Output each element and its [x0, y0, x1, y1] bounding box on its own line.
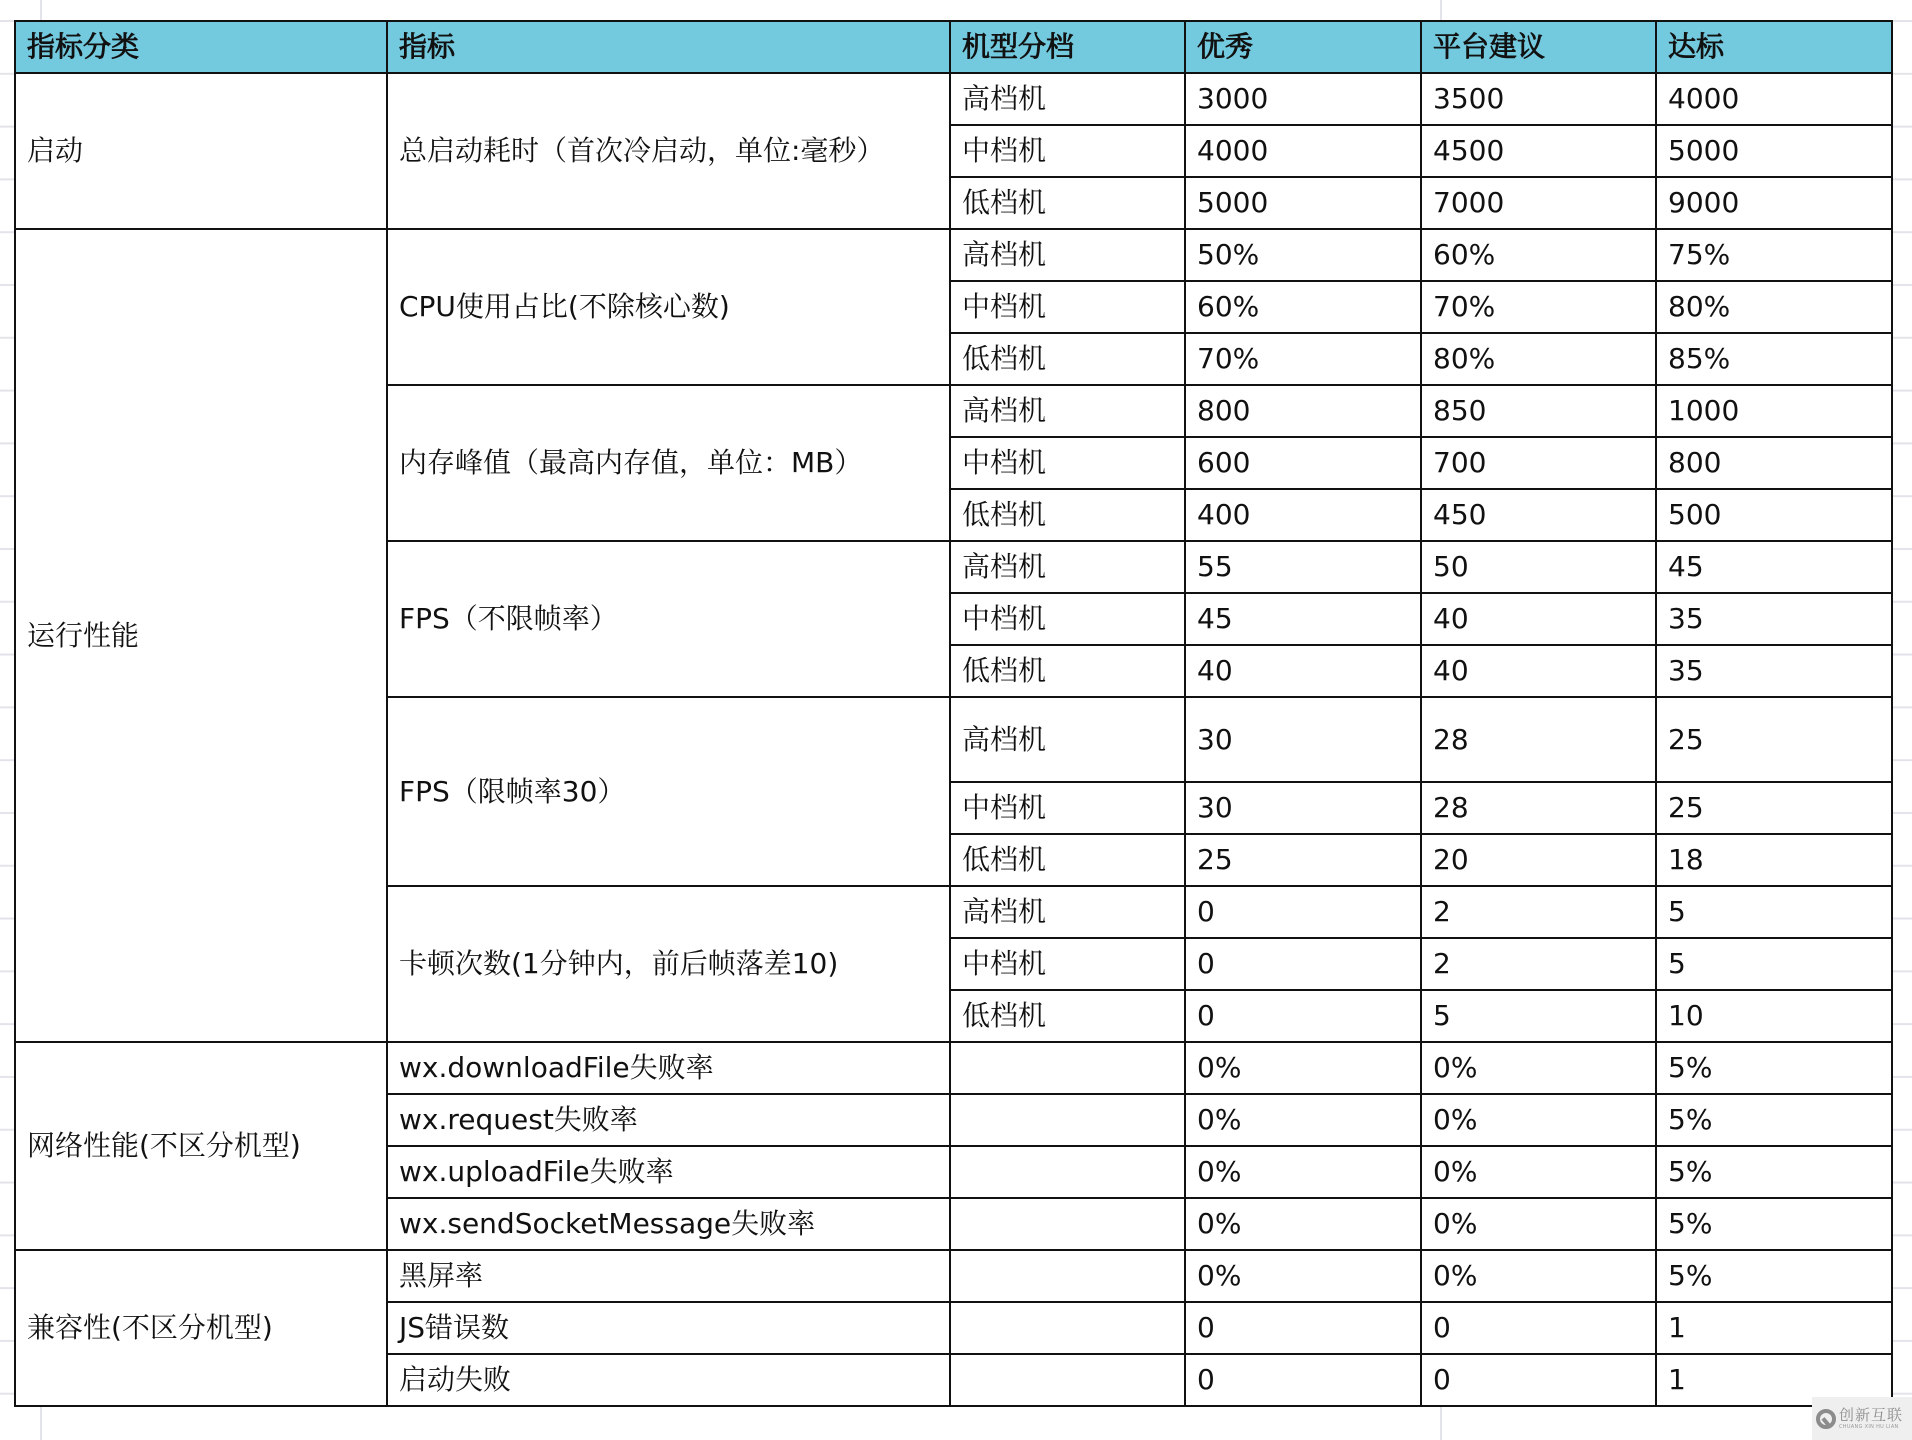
recommended-cell[interactable]: 80% [1421, 333, 1656, 385]
pass-cell[interactable]: 1 [1656, 1302, 1892, 1354]
watermark [1812, 1397, 1912, 1440]
brand-logo-icon [1816, 1409, 1836, 1429]
recommended-cell[interactable]: 28 [1421, 697, 1656, 782]
tier-cell[interactable]: 中档机 [950, 938, 1185, 990]
tier-cell[interactable]: 高档机 [950, 697, 1185, 782]
pass-cell[interactable]: 5% [1656, 1042, 1892, 1094]
pass-cell[interactable]: 9000 [1656, 177, 1892, 229]
metric-cell[interactable]: FPS（限帧率30） [387, 697, 950, 886]
recommended-cell[interactable]: 450 [1421, 489, 1656, 541]
pass-cell[interactable]: 4000 [1656, 73, 1892, 125]
tier-cell[interactable] [950, 1354, 1185, 1406]
pass-cell[interactable]: 35 [1656, 645, 1892, 697]
tier-cell[interactable]: 高档机 [950, 73, 1185, 125]
tier-cell[interactable]: 中档机 [950, 593, 1185, 645]
tier-cell[interactable] [950, 1042, 1185, 1094]
metric-cell[interactable]: wx.sendSocketMessage失败率 [387, 1198, 950, 1250]
excellent-cell[interactable]: 0% [1185, 1146, 1421, 1198]
metric-cell[interactable]: wx.downloadFile失败率 [387, 1042, 950, 1094]
metric-cell[interactable]: 内存峰值（最高内存值，单位：MB） [387, 385, 950, 541]
recommended-cell[interactable]: 0% [1421, 1042, 1656, 1094]
excellent-cell[interactable]: 30 [1185, 697, 1421, 782]
tier-cell[interactable] [950, 1302, 1185, 1354]
pass-cell[interactable]: 500 [1656, 489, 1892, 541]
recommended-cell[interactable]: 4500 [1421, 125, 1656, 177]
tier-cell[interactable]: 中档机 [950, 281, 1185, 333]
tier-cell[interactable]: 低档机 [950, 645, 1185, 697]
metric-cell[interactable]: wx.uploadFile失败率 [387, 1146, 950, 1198]
pass-cell[interactable]: 800 [1656, 437, 1892, 489]
pass-cell[interactable]: 5% [1656, 1198, 1892, 1250]
recommended-cell[interactable]: 0 [1421, 1302, 1656, 1354]
pass-cell[interactable]: 1000 [1656, 385, 1892, 437]
tier-cell[interactable]: 中档机 [950, 437, 1185, 489]
metric-cell[interactable]: 启动失败 [387, 1354, 950, 1406]
watermark-en: CHUANG XIN HU LIAN [1839, 1423, 1899, 1430]
pass-cell[interactable]: 85% [1656, 333, 1892, 385]
tier-cell[interactable]: 高档机 [950, 385, 1185, 437]
excellent-cell[interactable]: 40 [1185, 645, 1421, 697]
pass-cell[interactable]: 1 [1656, 1354, 1892, 1406]
recommended-cell[interactable]: 20 [1421, 834, 1656, 886]
recommended-cell[interactable]: 0 [1421, 1354, 1656, 1406]
watermark-cn: 创新互联 [1839, 1405, 1904, 1424]
table-row [15, 229, 1892, 281]
recommended-cell[interactable]: 700 [1421, 437, 1656, 489]
tier-cell[interactable] [950, 1198, 1185, 1250]
recommended-cell[interactable]: 0% [1421, 1094, 1656, 1146]
metric-cell[interactable]: FPS（不限帧率） [387, 541, 950, 697]
metric-cell[interactable]: JS错误数 [387, 1302, 950, 1354]
pass-cell[interactable]: 5% [1656, 1250, 1892, 1302]
pass-cell[interactable]: 75% [1656, 229, 1892, 281]
recommended-cell[interactable]: 40 [1421, 593, 1656, 645]
pass-cell[interactable]: 25 [1656, 782, 1892, 834]
tier-cell[interactable]: 高档机 [950, 541, 1185, 593]
excellent-cell[interactable]: 3000 [1185, 73, 1421, 125]
excellent-cell[interactable]: 800 [1185, 385, 1421, 437]
excellent-cell[interactable]: 55 [1185, 541, 1421, 593]
tier-cell[interactable]: 低档机 [950, 990, 1185, 1042]
excellent-cell[interactable]: 4000 [1185, 125, 1421, 177]
excellent-cell[interactable]: 600 [1185, 437, 1421, 489]
category-cell-startup[interactable]: 启动 [15, 73, 387, 229]
excellent-cell[interactable]: 60% [1185, 281, 1421, 333]
pass-cell[interactable]: 10 [1656, 990, 1892, 1042]
category-cell-network[interactable]: 网络性能(不区分机型) [15, 1042, 387, 1250]
recommended-cell[interactable]: 28 [1421, 782, 1656, 834]
pass-cell[interactable]: 5% [1656, 1094, 1892, 1146]
excellent-cell[interactable]: 25 [1185, 834, 1421, 886]
header-recommended[interactable]: 平台建议 [1421, 21, 1656, 73]
header-excellent[interactable]: 优秀 [1185, 21, 1421, 73]
tier-cell[interactable] [950, 1094, 1185, 1146]
excellent-cell[interactable]: 400 [1185, 489, 1421, 541]
pass-cell[interactable]: 35 [1656, 593, 1892, 645]
metric-cell[interactable]: CPU使用占比(不除核心数) [387, 229, 950, 385]
tier-cell[interactable]: 高档机 [950, 229, 1185, 281]
excellent-cell[interactable]: 0 [1185, 1354, 1421, 1406]
recommended-cell[interactable]: 3500 [1421, 73, 1656, 125]
excellent-cell[interactable]: 45 [1185, 593, 1421, 645]
tier-cell[interactable] [950, 1146, 1185, 1198]
pass-cell[interactable]: 25 [1656, 697, 1892, 782]
tier-cell[interactable]: 低档机 [950, 177, 1185, 229]
recommended-cell[interactable]: 2 [1421, 886, 1656, 938]
recommended-cell[interactable]: 0% [1421, 1198, 1656, 1250]
recommended-cell[interactable]: 5 [1421, 990, 1656, 1042]
pass-cell[interactable]: 5000 [1656, 125, 1892, 177]
tier-cell[interactable]: 中档机 [950, 782, 1185, 834]
pass-cell[interactable]: 80% [1656, 281, 1892, 333]
recommended-cell[interactable]: 40 [1421, 645, 1656, 697]
excellent-cell[interactable]: 50% [1185, 229, 1421, 281]
recommended-cell[interactable]: 70% [1421, 281, 1656, 333]
header-row [15, 21, 1892, 73]
category-cell-compat[interactable]: 兼容性(不区分机型) [15, 1250, 387, 1406]
excellent-cell[interactable]: 0% [1185, 1250, 1421, 1302]
tier-cell[interactable] [950, 1250, 1185, 1302]
table-row [15, 73, 1892, 125]
excellent-cell[interactable]: 5000 [1185, 177, 1421, 229]
excellent-cell[interactable]: 30 [1185, 782, 1421, 834]
pass-cell[interactable]: 18 [1656, 834, 1892, 886]
recommended-cell[interactable]: 60% [1421, 229, 1656, 281]
recommended-cell[interactable]: 2 [1421, 938, 1656, 990]
watermark-text [1839, 1405, 1904, 1430]
excellent-cell[interactable]: 70% [1185, 333, 1421, 385]
table-row [15, 1042, 1892, 1094]
performance-metrics-table [14, 20, 1893, 1407]
tier-cell[interactable]: 低档机 [950, 834, 1185, 886]
excellent-cell[interactable]: 0 [1185, 938, 1421, 990]
recommended-cell[interactable]: 850 [1421, 385, 1656, 437]
excellent-cell[interactable]: 0 [1185, 1302, 1421, 1354]
header-pass[interactable]: 达标 [1656, 21, 1892, 73]
header-category[interactable]: 指标分类 [15, 21, 387, 73]
pass-cell[interactable]: 5 [1656, 886, 1892, 938]
recommended-cell[interactable]: 0% [1421, 1250, 1656, 1302]
pass-cell[interactable]: 5 [1656, 938, 1892, 990]
header-tier[interactable]: 机型分档 [950, 21, 1185, 73]
pass-cell[interactable]: 5% [1656, 1146, 1892, 1198]
excellent-cell[interactable]: 0% [1185, 1094, 1421, 1146]
metric-cell[interactable]: wx.request失败率 [387, 1094, 950, 1146]
tier-cell[interactable]: 高档机 [950, 886, 1185, 938]
tier-cell[interactable]: 低档机 [950, 333, 1185, 385]
tier-cell[interactable]: 低档机 [950, 489, 1185, 541]
recommended-cell[interactable]: 7000 [1421, 177, 1656, 229]
metric-cell[interactable]: 总启动耗时（首次冷启动，单位:毫秒） [387, 73, 950, 229]
recommended-cell[interactable]: 0% [1421, 1146, 1656, 1198]
metric-cell[interactable]: 卡顿次数(1分钟内，前后帧落差10) [387, 886, 950, 1042]
recommended-cell[interactable]: 50 [1421, 541, 1656, 593]
pass-cell[interactable]: 45 [1656, 541, 1892, 593]
tier-cell[interactable]: 中档机 [950, 125, 1185, 177]
category-cell-runtime[interactable]: 运行性能 [15, 229, 387, 1042]
header-metric[interactable]: 指标 [387, 21, 950, 73]
excellent-cell[interactable]: 0 [1185, 990, 1421, 1042]
metric-cell[interactable]: 黑屏率 [387, 1250, 950, 1302]
excellent-cell[interactable]: 0 [1185, 886, 1421, 938]
excellent-cell[interactable]: 0% [1185, 1198, 1421, 1250]
table-row [15, 1250, 1892, 1302]
excellent-cell[interactable]: 0% [1185, 1042, 1421, 1094]
